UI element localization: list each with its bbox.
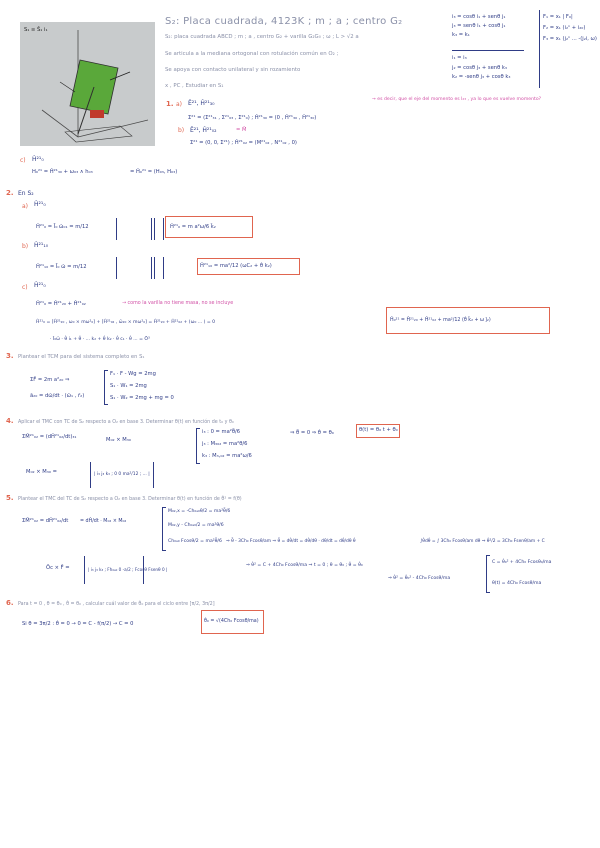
s1-b-expr: Ĕ²¹, Ȟ²¹₀₂ xyxy=(190,127,217,134)
s4-sys-3: k₃ : M₃,₀₂ = ma²ω/6 xyxy=(202,453,252,459)
s1-b-line: Σ²¹ = (0, 0, Σ²¹) ; Ȟ²¹₀₂ = (M²¹₀₂ , N²¹₀₂ , 0) xyxy=(190,140,297,146)
s2-a-label: a) xyxy=(22,203,29,210)
s5-sys-1: M₀₂,x = -Ch₀ₐ₀θ/2 = ma²θ̈/6 xyxy=(168,509,231,514)
s4-brace xyxy=(196,428,200,464)
header-line-1: S₂: placa cuadrada ABCD ; m ; a , centro G₂ + varilla G₂G₀ ; ω ; L > √2 a xyxy=(165,34,359,40)
s5-integral: ∫θ̇dθ̇ = ∫ 3Ch₀ Fcosθ/am dθ ⇒ θ̇²/2 = 3Ch₀ Fsenθ/am + C xyxy=(420,539,545,544)
s5-sys-3: Ch₀ₐ₀ Fcosθ/2 = ma²θ̈/6 xyxy=(168,539,222,544)
header-line-3: Se apoya con contacto unilateral y sin rozamiento xyxy=(165,67,301,73)
basis-line-5: j₂ = cosθ j₃ + senθ k₃ xyxy=(452,65,507,71)
s1-a-line: Σ²¹ = (Σ²¹₃₁ , Σ²¹₀₃ , Σ²¹₀) ; Ȟ²¹₃₀ = (0 , Ĥ²¹₃₀ , Ĥ²¹₃₀) xyxy=(188,115,317,121)
page-title: S₂: Placa cuadrada, 4123K ; m ; a ; centro G₂ xyxy=(165,16,403,27)
s5-mid: = dĤ/dt · M₀₂ × M₀₂ xyxy=(80,519,127,524)
section-6-number: 6. xyxy=(6,599,14,607)
s4-sys-2: j₃ : M₃₀₂ = ma²θ/6 xyxy=(202,441,248,447)
s1-b-label: b) xyxy=(178,127,185,134)
s1-c-expr: Ȟ²¹₀ xyxy=(32,156,44,163)
s2-c-label: c) xyxy=(22,284,28,291)
s5-result-2: C = θ̇₀² + 4Ch₀ Fcosθ₀/ma xyxy=(492,560,552,565)
s5-lhs: ΣM̄²¹₀₂ = dĤ²¹₀₂/dt xyxy=(22,518,69,524)
header-line-2: Se articula a la mediana ortogonal con rotulación común en O₂ ; xyxy=(165,51,339,57)
s1-a-expr: Ě²¹, Ȟ²¹₃₀ xyxy=(188,100,215,107)
s5-cross: Ōc × F̄ = xyxy=(46,565,70,571)
s3-sys-3: S₁ · W₂ = 2mg + mg = 0 xyxy=(110,395,174,401)
s4-implication: ⇒ θ̈ = 0 ⇒ θ̇ = θ₀ xyxy=(290,430,334,436)
s3-brace xyxy=(104,370,108,405)
s5-sys-2: M₀₂,y - Ch₀ₐ₀/2 = ma²θ/6 xyxy=(168,523,224,528)
diagram-photo xyxy=(20,22,155,146)
s4-result: θ(t) = θ₀ t + θ₀ xyxy=(359,427,398,433)
basis-line-1: i₃ = cosθ i₁ + senθ j₁ xyxy=(452,14,506,20)
plate-diagram xyxy=(20,22,155,146)
section-4-title: Aplicar el TMC con TC de S₂ respecto a O₂ en base 3. Determinar θ(t) en función de t₀ y θ₀ xyxy=(18,420,234,425)
header-line-4: x , PC , Estudiar en S₁ xyxy=(165,83,224,89)
s3-sys-2: S₁ · W₁ = 2mg xyxy=(110,383,147,389)
s2-b-result: Ĥ²¹₁₀ = ma²/12 (ωC₂ + θ̇ k₂) xyxy=(200,263,272,269)
s2-a-eq: Ĥ²¹₀ = Ī₀ ω̄₀₁ = m/12 xyxy=(36,224,89,230)
s2-a-matrix xyxy=(116,218,152,240)
photo-label: S₁ ≡ Ŝ₁ i₁ xyxy=(24,27,48,33)
basis-line-2: j₃ = senθ i₁ + cosθ j₁ xyxy=(452,23,506,29)
basis-line-4: i₁ = i₃ xyxy=(452,55,467,61)
s2-c-line-1: Ĥ²¹₀ = Ĥ²¹₂₀ + Ĥ²¹₀₂ xyxy=(36,301,86,307)
s4-det: | i₃ j₃ k₃ ; 0 0 ma²/12 ; ... | xyxy=(94,472,150,477)
s5-result-1: ⇒ θ̇² = θ̇₀² - 4Ch₀ Fcosθ/ma xyxy=(388,576,451,581)
s5-result-brace xyxy=(486,555,490,593)
s2-a-vector xyxy=(154,218,164,240)
s2-c-line-3: · Ī₀ω̄ · θ̇ i₁ + θ̇ · ... k₂ + θ̇ k₂ · θ̇ c₁ · θ̇ ... = Ō³ xyxy=(50,337,150,342)
s2-a-result: Ĥ²¹₀ = m a²ω/6 k̄₂ xyxy=(170,224,216,230)
section-3-number: 3. xyxy=(6,352,14,360)
section-2-title: En S₂ xyxy=(18,190,34,197)
basis-line-6: k₂ = -senθ j₃ + cosθ k₃ xyxy=(452,74,511,80)
s3-sys-1: F₁ · F - Wg = 2mg xyxy=(110,371,156,377)
s1-c-line-2: = Ĥ₀²¹ = (H₀₃, H₀₃) xyxy=(130,169,178,175)
force-line-1: F₁ = x₁ | F₀| xyxy=(543,14,573,20)
force-line-2: F₂ = x₁ (i₂ⁿ + i₂₀) xyxy=(543,25,586,31)
s5-brace xyxy=(162,507,166,551)
basis-line-3: k₃ = k₁ xyxy=(452,32,470,38)
s1-b-note: = M̄ xyxy=(236,127,247,133)
section-6-title: Para t = 0 , θ = θ₀ , θ̇ = θ₀ , calcular cuál valor de θ̇₀ para el ciclo entre [π/2, 3π/2] xyxy=(18,602,215,607)
s5-det: | i₃ j₃ k₃ ; Fh₀ₐ₀ 0 -a/2 ; Fcosθ Fsenθ 0 | xyxy=(88,567,168,572)
s2-b-expr: Ĥ²¹₁₀ xyxy=(34,242,49,249)
s2-c-result: Ĥ₀²¹ = Ĥ²¹₂₀ + Ĥ²¹₀₂ + ma²/12 (θ̇ k̄₂ + ω j̄₂) xyxy=(390,318,491,323)
s1-c-line-1: H₀²¹ = Ĥ²¹₃₀ + ω₀₃ ∧ h₀₃ xyxy=(32,169,93,175)
s3-line-1: ΣF̄ = 2m a²₂₀ ⇒ xyxy=(30,377,70,383)
s5-implication: ⇒ θ̈ - 3Ch₀ Fcosθ/am ⇒ θ̈ = dθ̇/dt = dθ̇/dθ · dθ/dt = dθ̇/dθ θ̇ xyxy=(226,539,356,544)
basis-divider xyxy=(452,50,524,51)
section-2-number: 2. xyxy=(6,189,14,197)
section-1-number: 1. xyxy=(166,100,174,108)
s2-a-expr: Ȟ²¹₀ xyxy=(34,201,46,208)
s6-line: Si θ = 3π/2 : θ̇ = 0 → 0 = C - f(π/2) → C = 0 xyxy=(22,621,134,627)
s1-c-label: c) xyxy=(20,157,26,164)
forces-divider xyxy=(539,10,540,88)
section-3-title: Plantear el TCM para del sistema completo en S₁ xyxy=(18,354,145,360)
s2-b-eq: Ĥ²¹₁₀ = Ī₀ ω̄ = m/12 xyxy=(36,264,87,270)
s2-b-vector xyxy=(154,257,164,279)
s2-c-line-2: Ĥ²¹₀ = [Ĥ²¹₂₀ , ω₀ × mω²₀] + [Ĥ²¹₀₂ , ω̄₂₀ × mω²₀] = Ĥ²¹₂₀ + Ĥ²¹₀₂ + (ω₀ ... ) = 0 xyxy=(36,320,216,325)
section-5-number: 5. xyxy=(6,494,14,502)
section-5-title: Plantear el TMC del TC de S₂ respecto a O₂ en base 3. Determinar θ(t) en función de θ̇² = f(θ) xyxy=(18,497,242,502)
s2-c-expr: Ĥ²¹₀ xyxy=(34,282,46,289)
s4-cross: M₀₂ × M₃₀ = xyxy=(26,469,57,475)
s6-result: θ̇₀ = √(4Ch₀ Fcosθ/ma) xyxy=(204,619,259,624)
s3-line-2: ā₂₀ = dω̄/dt · (ω̄₁ , r̄₂) xyxy=(30,393,85,399)
s2-b-label: b) xyxy=(22,243,29,250)
s1-a-label: a) xyxy=(176,101,183,108)
s4-lhs: ΣM̄²¹₀₂ = (dĤ²¹₀₂/dt)₃₁ xyxy=(22,434,77,440)
s2-b-matrix xyxy=(116,257,152,279)
s2-c-note: → como la varilla no tiene masa, no se incluye xyxy=(122,301,234,306)
section-4-number: 4. xyxy=(6,417,14,425)
force-line-3: F₃ = x₁ (j₂ⁿ ... -(j₂i, ω) xyxy=(543,36,597,42)
s5-result-3: θ(t) = 4Ch₀ Fcosθ/ma xyxy=(492,581,542,586)
s5-condition: ⇒ θ̇² = C + 4Ch₀ Fcosθ/ma ⇒ t = 0 ; θ = θ₀ ; θ̇ = θ̇₀ xyxy=(246,563,363,568)
s4-sys-1: i₃ : 0 = ma²θ̈/6 xyxy=(202,429,241,435)
s4-mid: M₀₂ × M₃₀ xyxy=(106,437,131,443)
top-note: → es decir, que el eje del momento es l₂₃ , ya lo que es vuelve momento? xyxy=(372,97,542,102)
